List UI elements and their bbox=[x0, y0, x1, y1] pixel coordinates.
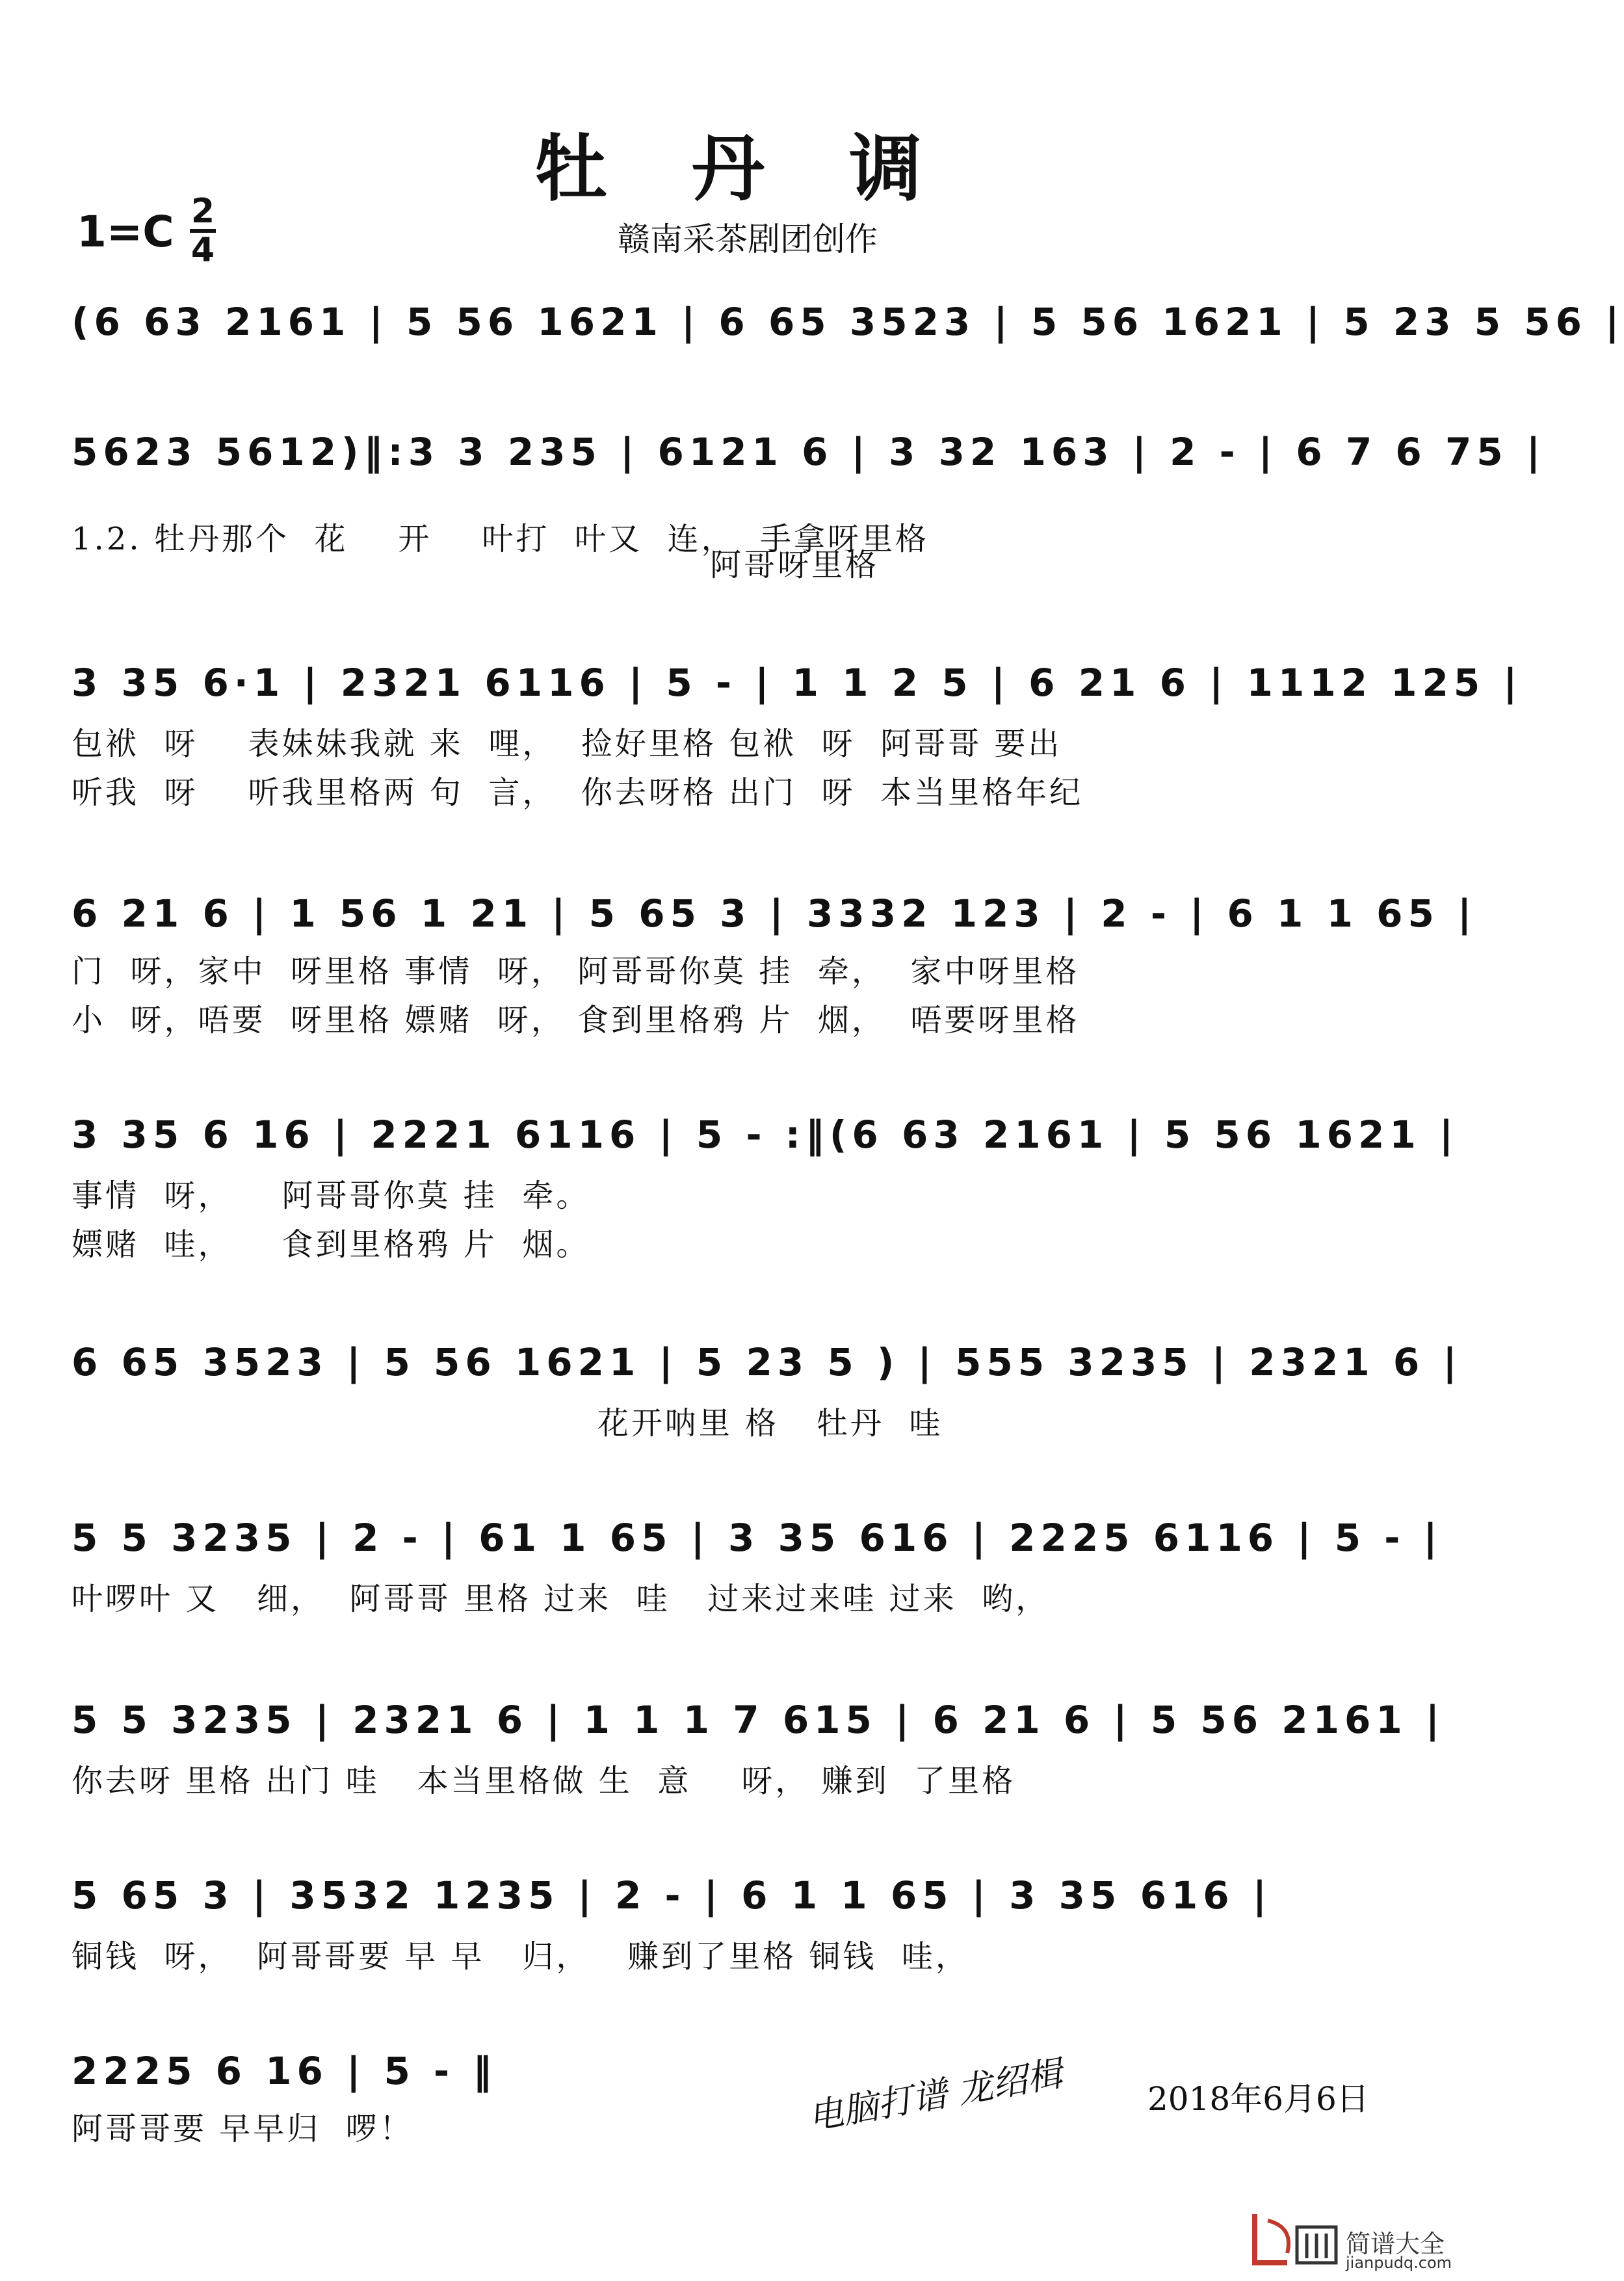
lyrics-line: 1.2. 牡丹那个 花 开 叶打 叶又 连， 手拿呀里格 bbox=[72, 521, 929, 557]
watermark-url: jianpudq.com bbox=[1346, 2254, 1452, 2272]
lyrics-line: 门 呀，家中 呀里格 事情 呀， 阿哥哥你莫 挂 牵， 家中呀里格 bbox=[72, 953, 1080, 990]
lyrics-line: 铜钱 呀， 阿哥哥要 早 早 归， 赚到了里格 铜钱 哇， bbox=[72, 1938, 969, 1975]
score-system-9 bbox=[72, 1863, 1424, 1928]
lyrics-line: 事情 呀， 阿哥哥你莫 挂 牵。 bbox=[72, 1178, 590, 1214]
lyrics-line: 听我 呀 听我里格两 句 言， 你去呀格 出门 呀 本当里格年纪 bbox=[72, 774, 1084, 811]
score-system-1 bbox=[72, 289, 1624, 354]
score-system-8 bbox=[72, 1687, 1445, 1752]
page-title: 牡丹调 bbox=[534, 126, 1006, 211]
notes-line: 6 65 3523 | 5 56 1621 | 5 23 5 ) | 555 3235 | 2321 6 | bbox=[72, 1340, 1462, 1384]
notes-line: 3 35 6 16 | 2221 6116 | 5 - :‖(6 63 2161 | 5 56 1621 | bbox=[72, 1113, 1459, 1157]
notes-line: 5 5 3235 | 2 - | 61 1 65 | 3 35 616 | 2225 6116 | 5 - | bbox=[72, 1516, 1443, 1560]
score-system-4 bbox=[72, 881, 1477, 946]
lyrics-line: 花开呐里 格 牡丹 哇 bbox=[72, 1405, 943, 1442]
time-signature-bottom: 4 bbox=[190, 231, 215, 270]
notes-line: 5 5 3235 | 2321 6 | 1 1 1 7 615 | 6 21 6 | 5 56 2161 | bbox=[72, 1698, 1445, 1742]
lyrics-line: 你去呀 里格 出门 哇 本当里格做 生 意 呀， 赚到 了里格 bbox=[72, 1763, 1016, 1799]
composer-credit: 赣南采茶剧团创作 bbox=[618, 220, 878, 258]
score-system-7 bbox=[72, 1505, 1443, 1570]
lyrics-line: 嫖赌 哇， 食到里格鸦 片 烟。 bbox=[72, 1226, 590, 1263]
score-system-3 bbox=[72, 650, 1523, 715]
watermark-name: 简谱大全 bbox=[1346, 2230, 1445, 2258]
score-system-6 bbox=[72, 1330, 1462, 1395]
notes-line: 2225 6 16 | 5 - ‖ bbox=[72, 2049, 497, 2093]
lyrics-line: 叶啰叶 又 细， 阿哥哥 里格 过来 哇 过来过来哇 过来 哟， bbox=[72, 1581, 1050, 1617]
time-signature-top: 2 bbox=[190, 192, 215, 231]
key-signature: 1=C bbox=[77, 207, 174, 257]
score-date: 2018年6月6日 bbox=[1147, 2080, 1369, 2118]
notes-line: 3 35 6·1 | 2321 6116 | 5 - | 1 1 2 5 | 6 21 6 | 1112 125 | bbox=[72, 661, 1523, 705]
lyrics-line: 阿哥呀里格 bbox=[72, 547, 880, 583]
lyrics-line: 小 呀，唔要 呀里格 嫖赌 呀， 食到里格鸦 片 烟， 唔要呀里格 bbox=[72, 1002, 1080, 1038]
notes-line: 5 65 3 | 3532 1235 | 2 - | 6 1 1 65 | 3 35 616 | bbox=[72, 1873, 1272, 1918]
notes-line: 6 21 6 | 1 56 1 21 | 5 65 3 | 3332 123 | 2 - | 6 1 1 65 | bbox=[72, 891, 1477, 936]
score-system-2 bbox=[72, 419, 1546, 484]
score-system-5 bbox=[72, 1102, 1459, 1167]
notes-line: 5623 5612)‖:3 3 235 | 6121 6 | 3 32 163 | 2 - | 6 7 6 75 | bbox=[72, 430, 1546, 474]
lyrics-line: 阿哥哥要 早早归 啰！ bbox=[72, 2111, 413, 2147]
time-signature bbox=[190, 192, 216, 270]
typist-credit: 电脑打谱 龙绍楫 bbox=[805, 2053, 1066, 2138]
notes-line: (6 63 2161 | 5 56 1621 | 6 65 3523 | 5 56 1621 | 5 23 5 56 | bbox=[72, 300, 1624, 344]
lyrics-line: 包袱 呀 表妹妹我就 来 哩， 捡好里格 包袱 呀 阿哥哥 要出 bbox=[72, 726, 1062, 762]
